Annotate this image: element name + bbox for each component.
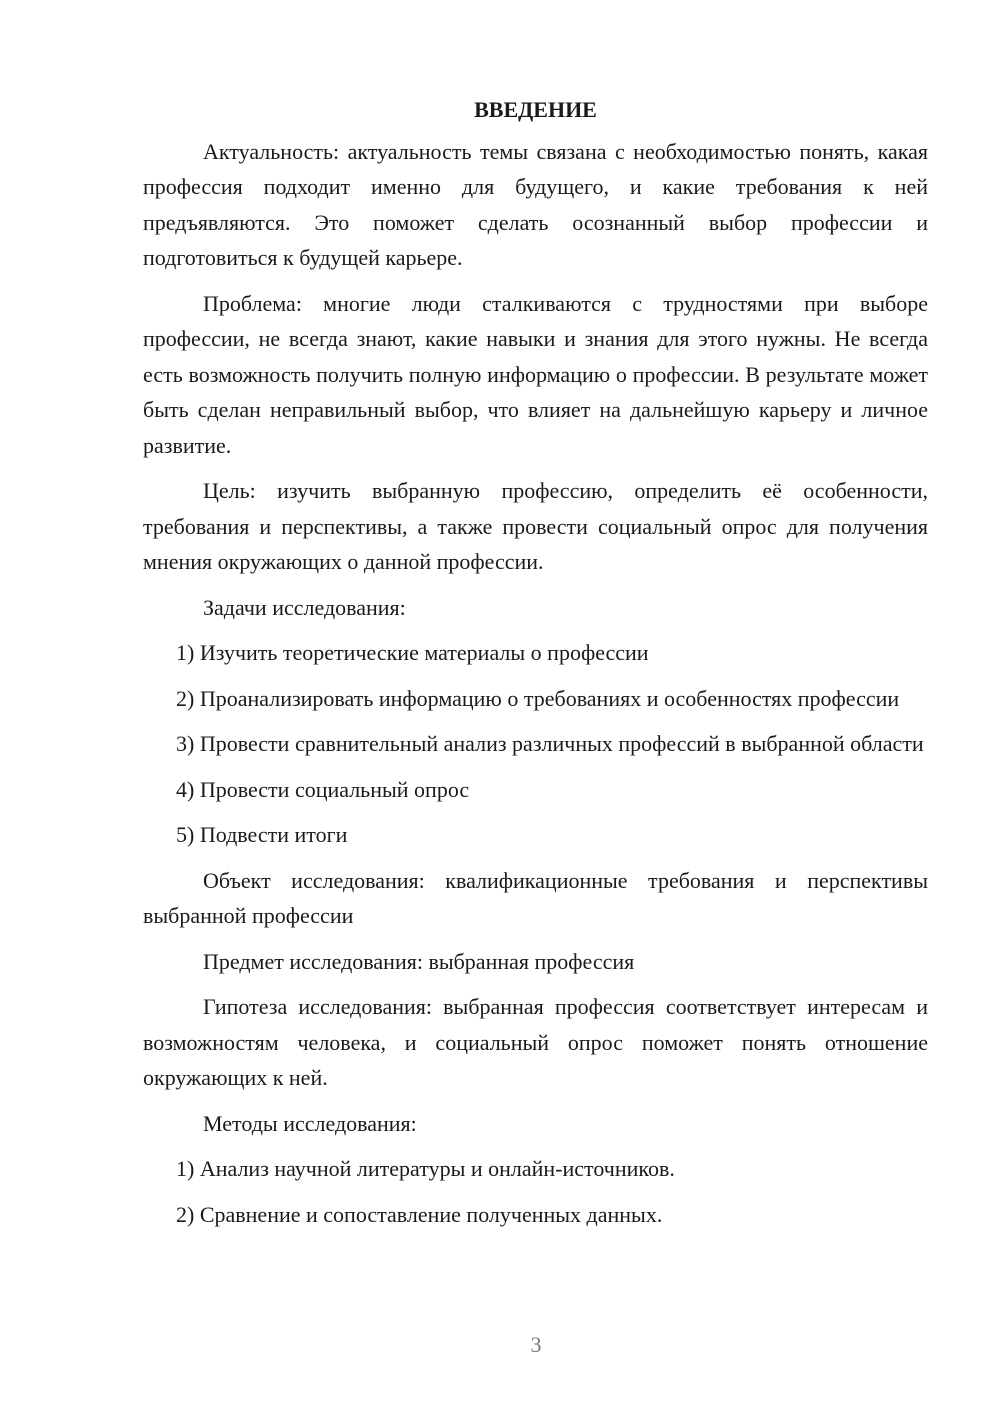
paragraph-hypothesis: Гипотеза исследования: выбранная профессия соответствует интересам и возможностям человека, и социальный опрос поможет понять отношение окружающих к ней. xyxy=(143,994,928,1090)
task-item-1: 1) Изучить теоретические материалы о профессии xyxy=(176,640,649,665)
method-item-2: 2) Сравнение и сопоставление полученных данных. xyxy=(176,1201,663,1227)
paragraph-actuality: Актуальность: актуальность темы связана с необходимостью понять, какая профессия подходит именно для будущего, и какие требования к ней предъявляются. Это поможет сделать осознанный выбор профессии и подготовиться к будущей карьере. xyxy=(143,138,928,270)
task-item-2: 2) Проанализировать информацию о требованиях и особенностях профессии xyxy=(176,685,900,711)
methods-heading: Методы исследования: xyxy=(203,1110,417,1136)
paragraph-object: Объект исследования: квалификационные требования и перспективы выбранной профессии xyxy=(143,867,928,928)
tasks-heading: Задачи исследования: xyxy=(203,594,406,620)
paragraph-problem: Проблема: многие люди сталкиваются с трудностями при выборе профессии, не всегда знают, какие навыки и знания для этого нужны. Не всегда есть возможность получить полную информацию о профессии. В результате может быть сделан неправильный выбор, что влияет на дальнейшую карьеру и личное развитие. xyxy=(143,290,928,458)
paragraph-subject: Предмет исследования: выбранная профессия xyxy=(203,948,635,974)
section-title: ВВЕДЕНИЕ xyxy=(474,97,597,122)
method-item-1: 1) Анализ научной литературы и онлайн-источников. xyxy=(176,1156,675,1181)
task-item-4: 4) Провести социальный опрос xyxy=(176,776,470,802)
task-item-3: 3) Провести сравнительный анализ различных профессий в выбранной области xyxy=(176,731,924,756)
paragraph-goal: Цель: изучить выбранную профессию, определить её особенности, требования и перспективы, а также провести социальный опрос для получения мнения окружающих о данной профессии. xyxy=(143,478,928,574)
page-number: 3 xyxy=(530,1332,542,1357)
document-page xyxy=(143,92,928,1232)
task-item-5: 5) Подвести итоги xyxy=(176,822,348,847)
